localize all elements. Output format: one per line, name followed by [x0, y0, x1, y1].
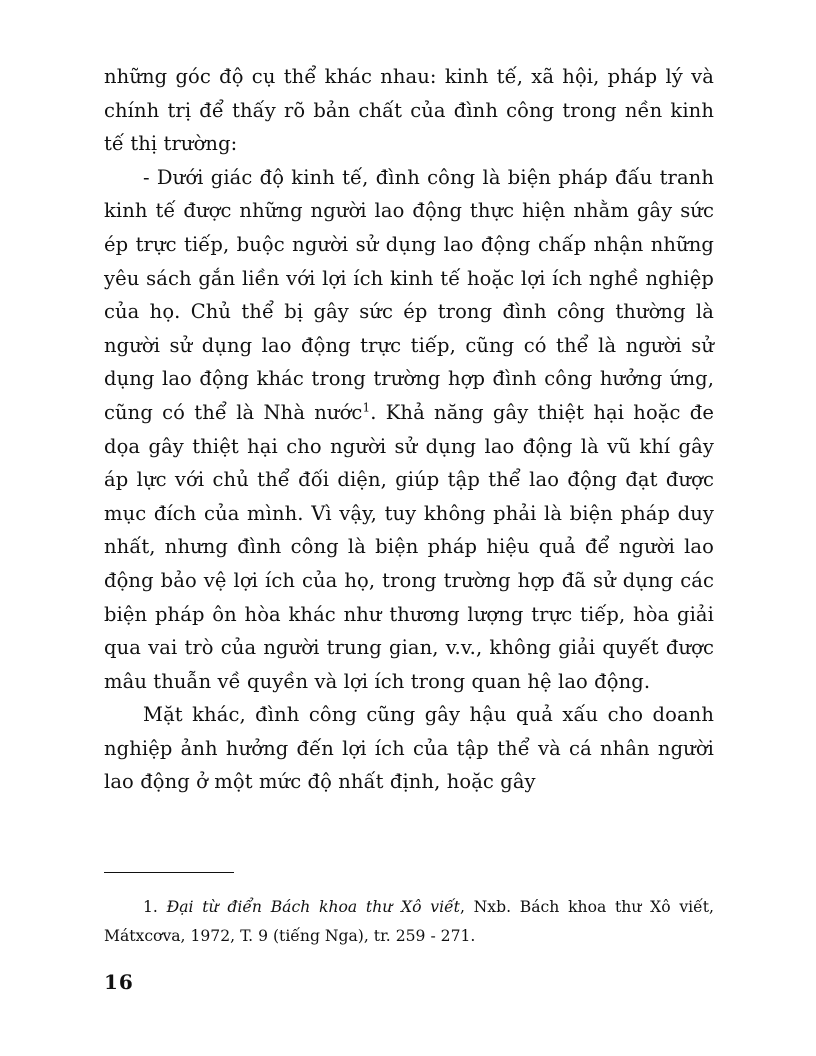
paragraph-3: Mặt khác, đình công cũng gây hậu quả xấu cho doanh nghiệp ảnh hưởng đến lợi ích của tập thể và cá nhân người lao động ở một mức độ nhất định, hoặc gây — [104, 703, 714, 794]
paragraph-2 — [104, 161, 714, 699]
paragraph-2-part-2: . Khả năng gây thiệt hại hoặc đe dọa gây thiệt hại cho người sử dụng lao động là vũ khí gây áp lực với chủ thể đối diện, giúp tập thể lao động đạt được mục đích của mình. Vì vậy, tuy không phải là biện pháp duy nhất, nhưng đình công là biện pháp hiệu quả để người lao động bảo vệ lợi ích của họ, trong trường hợp đã sử dụng các biện pháp ôn hòa khác như thương lượng trực tiếp, hòa giải qua vai trò của người trung gian, v.v., không giải quyết được mâu thuẫn về quyền và lợi ích trong quan hệ lao động. — [104, 400, 714, 693]
paragraph-1: những góc độ cụ thể khác nhau: kinh tế, xã hội, pháp lý và chính trị để thấy rõ bản chất của đình công trong nền kinh tế thị trường: — [104, 65, 714, 156]
paragraph-2-part-1: - Dưới giác độ kinh tế, đình công là biện pháp đấu tranh kinh tế được những người lao động thực hiện nhằm gây sức ép trực tiếp, buộc người sử dụng lao động chấp nhận những yêu sách gắn liền với lợi ích kinh tế hoặc lợi ích nghề nghiệp của họ. Chủ thể bị gây sức ép trong đình công thường là người sử dụng lao động trực tiếp, cũng có thể là người sử dụng lao động khác trong trường hợp đình công hưởng ứng, cũng có thể là Nhà nước — [104, 165, 714, 424]
footnote-divider — [104, 872, 234, 873]
page-number: 16 — [104, 970, 134, 994]
footnote-number: 1. — [143, 898, 158, 916]
main-text — [104, 60, 714, 799]
footnote-title: Đại từ điển Bách khoa thư Xô viết — [166, 898, 460, 916]
footnote-reference: 1 — [362, 400, 371, 415]
footnote — [104, 893, 714, 951]
footnote-details: , Nxb. Bách khoa thư Xô viết, Mátxcơva, 1972, T. 9 (tiếng Nga), tr. 259 - 271. — [104, 898, 714, 945]
